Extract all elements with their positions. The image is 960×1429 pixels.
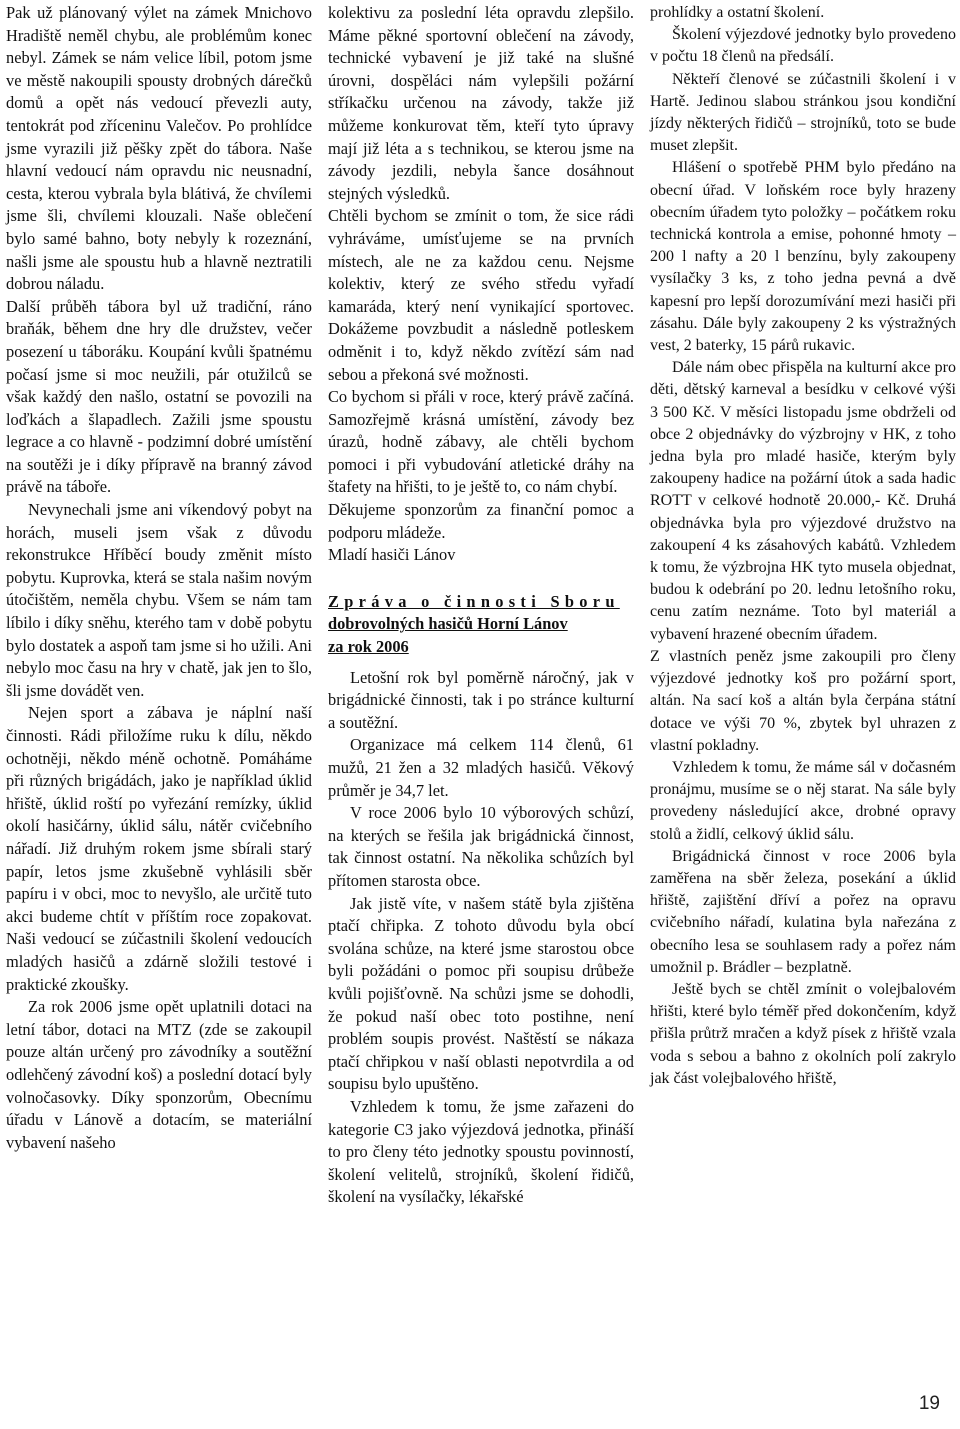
column-3 — [650, 2, 956, 1392]
paragraph: Letošní rok byl poměrně náročný, jak v brigádnické činnosti, tak i po stránce kulturní a soutěžní. — [328, 667, 634, 732]
paragraph: Nejen sport a zábava je náplní naší činnosti. Rádi přiložíme ruku k dílu, někdo ochotněji, někdo méně ochotně. Pomáháme při různých brigádách, jako je například úklid hřiště, úklid roští po vyřezání remízky, úklid okolí hasičárny, úklid sálu, nátěr cvičebního nářadí. Již druhým rokem jsme sbírali starý papír, letos jsme zkušebně vyhlásili sběr papíru i v obci, moc to nevyšlo, ale určitě tuto akci budeme chtít v příštím roce zopakovat. Naši vedoucí se zúčastnili školení vedoucích mladých hasičů a zdárně složili testové i praktické zkoušky. — [6, 703, 312, 994]
paragraph: V roce 2006 bylo 10 výborových schůzí, na kterých se řešila jak brigádnická činnost, tak činnost ostatní. Na několika schůzích byl přítomen starosta obce. — [328, 803, 634, 890]
paragraph: Vzhledem k tomu, že máme sál v dočasném pronájmu, musíme se o něj starat. Na sále byly provedeny následující akce, drobné opravy stolů a židlí, celkový úklid sálu. — [650, 758, 956, 843]
paragraph: kolektivu za poslední léta opravdu zlepšilo. Máme pěkné sportovní oblečení na závody, technické vybavení je již také na slušné úrovni, dospěláci nám vylepšili požární stříkačku určenou na závody, takže již můžeme konkurovat těm, kteří tyto úpravy mají již léta a s technikou, se kterou jsme na závody jezdili, nebyla šance dosáhnout stejných výsledků. — [328, 3, 634, 203]
paragraph: Chtěli bychom se zmínit o tom, že sice rádi vyhráváme, umísťujeme se na prvních místech, ale ne za každou cenu. Nejsme kolektiv, který ze svého středu vyřadí kamaráda, který není vynikající sportovec. Dokážeme povzbudit a následně potleskem odměnit i to, když někdo zvítězí sám nad sebou a překoná své možnosti. — [328, 206, 634, 384]
paragraph: Ještě bych se chtěl zmínit o volejbalovém hřišti, které bylo téměř před dokončením, když přišla průtrž mračen a když písek z hřiště vzala voda s sebou a bahno z okolních polí zakrylo jak část volejbalového hřiště, — [650, 980, 956, 1087]
column-1 — [6, 2, 312, 1392]
paragraph: Co bychom si přáli v roce, který právě začíná. Samozřejmě krásná umístění, závody bez úrazů, hodně zábavy, ale chtěli bychom pomoci i při vybudování atletické dráhy na štafety na hřišti, to je ještě to, co nám chybí. — [328, 387, 634, 497]
paragraph: Hlášení o spotřebě PHM bylo předáno na obecní úřad. V loňském roce byly hrazeny obecním úřadem tyto položky – počátkem roku technická kontrola a emise, pohonné hmoty – 200 l nafty a 20 l benzínu, byly zakoupeny vysílačky 3 ks, z toho jedna pevná a dvě kapesní pro lepší dorozumívání mezi hasiči při zásahu. Dále byly zakoupeny 2 ks výstražných vest, 2 baterky, 15 párů rukavic. — [650, 159, 956, 355]
paragraph: prohlídky a ostatní školení. — [650, 4, 825, 21]
newsletter-page — [6, 2, 956, 1392]
paragraph: Děkujeme sponzorům za finanční pomoc a podporu mládeže. — [328, 500, 634, 542]
heading-line-1: Zpráva o činnosti Sboru — [328, 591, 620, 611]
paragraph: Jak jistě víte, v našem státě byla zjištěna ptačí chřipka. Z tohoto důvodu byla obcí svolána schůze, na které jsme starostou obce byli požádáni o pomoc při soupisu drůbeže kvůli pojišťovně. Na schůzi jsme se dohodli, že pokud naší obec toto postihne, není problém soupis provést. Naštěstí se nákaza ptačí chřipkou v naší oblasti nepotvrdila a od soupisu bylo upuštěno. — [328, 893, 634, 1094]
column-2 — [328, 2, 634, 1392]
paragraph: Organizace má celkem 114 členů, 61 mužů, 21 žen a 32 mladých hasičů. Věkový průměr je 34,7 let. — [328, 735, 634, 800]
article-heading — [328, 591, 634, 659]
paragraph: Dále nám obec přispěla na kulturní akce pro děti, dětský karneval a besídku v celkové výši 3 500 Kč. V měsíci listopadu jsme obdrželi od obce 2 objednávky do výzbrojny v HK, z toho jedna byla pro mladé hasiče, kterým byly zakoupeny hadice na požární útok a sada hadic ROTT v celkové hodnotě 20.000,- Kč. Druhá objednávka byla pro výjezdové družstvo na zakoupení 4 ks zásahových kabátů. Vzhledem k tomu, že výzbrojna HK tyto musela objednat, budou k odebrání po 20. lednu letošního roku, cenu zatím neznáme. Toto byl materiál a vybavení hrazené obecním úřadem. — [650, 359, 956, 643]
page-number: 19 — [918, 1393, 940, 1414]
paragraph: Z vlastních peněz jsme zakoupili pro členy výjezdové jednotky koš pro požární sport, altán. Na sací koš a altán byla čerpána státní dotace ve výši 70 %, zbytek byl uhrazen z vlastní pokladny. — [650, 647, 956, 754]
heading-line-3: za rok 2006 — [328, 637, 409, 657]
heading-line-2: dobrovolných hasičů Horní Lánov — [328, 614, 568, 634]
paragraph: Nevynechali jsme ani víkendový pobyt na horách, museli jsem však z důvodu rekonstrukce Hříběcí boudy změnit místo pobytu. Kuprovka, která se stala našim novým útočištěm, neměla chybu. Všem se nám tam líbilo i díky sněhu, kterého tam v době pobytu bylo dostatek a aspoň tam jsme si ho užili. Ani nebylo moc času na hry v chatě, jak jen to šlo, šli jsme dovádět ven. — [6, 500, 312, 700]
paragraph: Za rok 2006 jsme opět uplatnili dotaci na letní tábor, dotaci na MTZ (zde se zakoupil pouze altán určený pro závodníky a soutěžní odlehčený závodní koš) a poslední dotací byly volnočasovky. Díky sponzorům, Obecnímu úřadu v Lánově a dotacím, se materiální vybavení našeho — [6, 997, 312, 1152]
paragraph: Pak už plánovaný výlet na zámek Mnichovo Hradiště neměl chybu, ale problémům konec nebyl. Zámek se nám velice líbil, potom jsme ve městě nakoupili spousty drobných dárečků domů a opět nás vedoucí převezli auty, tentokrát pod zříceninu Valečov. Po prohlídce jsme vyrazili již pěšky zpět do tábora. Naše hlavní vedoucí nám opravdu nic neusnadní, cesta, kterou vybrala byla blátivá, že chvílemi jsme šli, chvílemi klouzali. Naše oblečení bylo samé bahno, boty nebyly k rozeznání, našli jsme ale spoustu hub a hlavně neztratili dobrou náladu. — [6, 3, 312, 294]
paragraph: Školení výjezdové jednotky bylo provedeno v počtu 18 členů na předsálí. — [650, 26, 956, 66]
paragraph: Brigádnická činnost v roce 2006 byla zaměřena na sběr železa, posekání a úklid hřiště, zajištění dříví a pořez na opravu cvičebního nářadí, kulatina byla nařezána z obecního lesa se souhlasem rady a pořez nám umožnil p. Brádler – bezplatně. — [650, 847, 956, 976]
signature: Mladí hasiči Lánov — [328, 545, 456, 565]
paragraph: Někteří členové se zúčastnili školení i v Hartě. Jedinou slabou stránkou jsou kondiční jízdy některých řidičů – strojníků, toto se bude muset zlepšit. — [650, 70, 956, 155]
paragraph: Další průběh tábora byl už tradiční, ráno braňák, během dne hry dle družstev, večer posezení u táboráku. Koupání kvůli špatnému počasí jsme si moc neužili, pár otužilců se však každý den našlo, ostatní se povozili na loďkách a šlapadlech. Zažili jsme spoustu legrace a co hlavně - podzimní dobré umístění na soutěži je i díky přípravě na branný závod právě na táboře. — [6, 296, 312, 497]
paragraph: Vzhledem k tomu, že jsme zařazeni do kategorie C3 jako výjezdová jednotka, přináší to pro členy této jednotky spoustu povinností, školení velitelů, strojníků, školení řidičů, školení na vysílačky, lékařské — [328, 1096, 634, 1207]
